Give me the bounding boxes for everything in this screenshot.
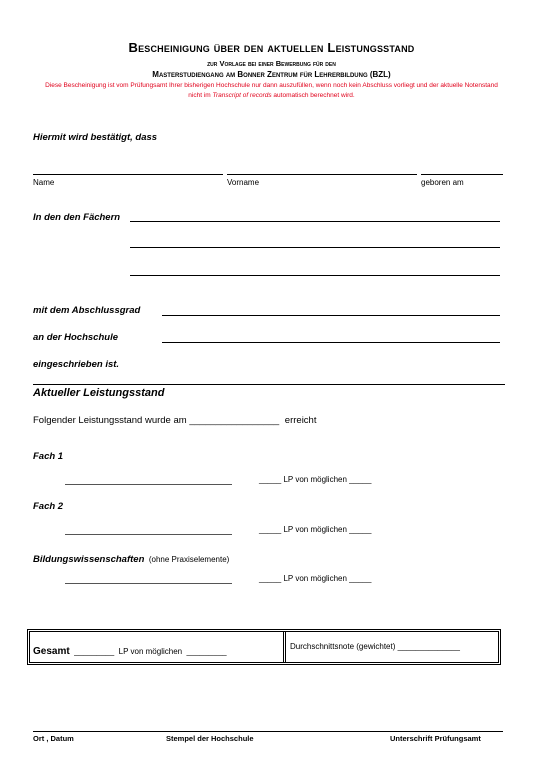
intro-text: Hiermit wird bestätigt, dass	[33, 132, 158, 143]
date-blank[interactable]: _________________	[189, 415, 280, 426]
ort-datum-label: Ort , Datum	[33, 734, 74, 743]
red-notice-line-2-emphasis: Transcript of records	[212, 92, 272, 99]
durchschnitt-label: Durchschnittsnote (gewichtet)	[290, 642, 396, 651]
faecher-line-3[interactable]	[130, 275, 500, 276]
stempel-label: Stempel der Hochschule	[166, 734, 254, 743]
faecher-line-2[interactable]	[130, 247, 500, 248]
hochschule-line[interactable]	[162, 342, 500, 343]
bildungswissenschaften-lp-blank-2[interactable]: _____	[349, 574, 372, 583]
fach-2-lp-blank-2[interactable]: _____	[349, 525, 372, 534]
document-subtitle-1: zur Vorlage bei einer Bewerbung für den	[207, 59, 336, 68]
fach-2-lp	[259, 525, 371, 534]
red-notice-line-1: Diese Bescheinigung ist vom Prüfungsamt Ihrer bisherigen Hochschule nur dann auszufüllen, wenn noch kein Abschluss vorliegt und der aktuelle Notenstand	[45, 82, 498, 89]
section-divider	[33, 384, 505, 385]
red-notice	[30, 81, 513, 101]
gesamt-lp-text: LP von möglichen	[118, 647, 183, 656]
abschluss-label: mit dem Abschlussgrad	[33, 305, 141, 316]
fach-2-line[interactable]	[65, 534, 232, 535]
document-subtitle-2: Masterstudiengang am Bonner Zentrum für Lehrerbildung (BZL)	[152, 70, 391, 79]
fach-1-lp	[259, 475, 371, 484]
bildungswissenschaften-lp	[259, 574, 371, 583]
hochschule-label: an der Hochschule	[33, 332, 118, 343]
bildungswissenschaften-extra: (ohne Praxiselemente)	[148, 555, 230, 564]
fach-1-lp-text: LP von möglichen	[283, 475, 347, 484]
gesamt-box-divider	[283, 632, 286, 662]
durchschnitt-row	[290, 642, 460, 651]
gesamt-row	[33, 641, 227, 659]
fach-1-lp-blank-1[interactable]: _____	[259, 475, 282, 484]
red-notice-line-2-pre: nicht im	[188, 92, 213, 99]
bildungswissenschaften-label	[33, 549, 229, 567]
fach-1-lp-blank-2[interactable]: _____	[349, 475, 372, 484]
leistungsstand-sentence	[33, 415, 316, 426]
bildungswissenschaften-lp-text: LP von möglichen	[283, 574, 347, 583]
fach-2-lp-blank-1[interactable]: _____	[259, 525, 282, 534]
fach-2-lp-text: LP von möglichen	[283, 525, 347, 534]
bildungswissenschaften-lp-blank-1[interactable]: _____	[259, 574, 282, 583]
geboren-line[interactable]	[421, 174, 503, 175]
bildungswissenschaften-title: Bildungswissenschaften	[33, 554, 145, 565]
vorname-label: Vorname	[227, 178, 260, 187]
vorname-line[interactable]	[227, 174, 417, 175]
leistungsstand-heading: Aktueller Leistungsstand	[33, 387, 165, 399]
sentence-pre: Folgender Leistungsstand wurde am	[33, 415, 187, 426]
gesamt-blank-2[interactable]: _________	[186, 647, 227, 656]
document-title: Bescheinigung über den aktuellen Leistungsstand	[128, 40, 415, 55]
geboren-label: geboren am	[421, 178, 464, 187]
fach-1-label: Fach 1	[33, 451, 64, 462]
abschluss-line[interactable]	[162, 315, 500, 316]
bildungswissenschaften-line[interactable]	[65, 583, 232, 584]
fach-1-line[interactable]	[65, 484, 232, 485]
faecher-label: In den den Fächern	[33, 212, 121, 223]
faecher-line-1[interactable]	[130, 221, 500, 222]
eingeschrieben-label: eingeschrieben ist.	[33, 359, 120, 370]
signature-line[interactable]	[33, 731, 503, 732]
red-notice-line-2-post: automatisch berechnet wird.	[271, 92, 355, 99]
unterschrift-label: Unterschrift Prüfungsamt	[390, 734, 481, 743]
name-line[interactable]	[33, 174, 223, 175]
gesamt-blank-1[interactable]: _________	[74, 647, 115, 656]
name-label: Name	[33, 178, 55, 187]
gesamt-label: Gesamt	[33, 646, 70, 657]
sentence-post: erreicht	[284, 415, 317, 426]
durchschnitt-blank[interactable]: ______________	[397, 642, 460, 651]
fach-2-label: Fach 2	[33, 501, 64, 512]
